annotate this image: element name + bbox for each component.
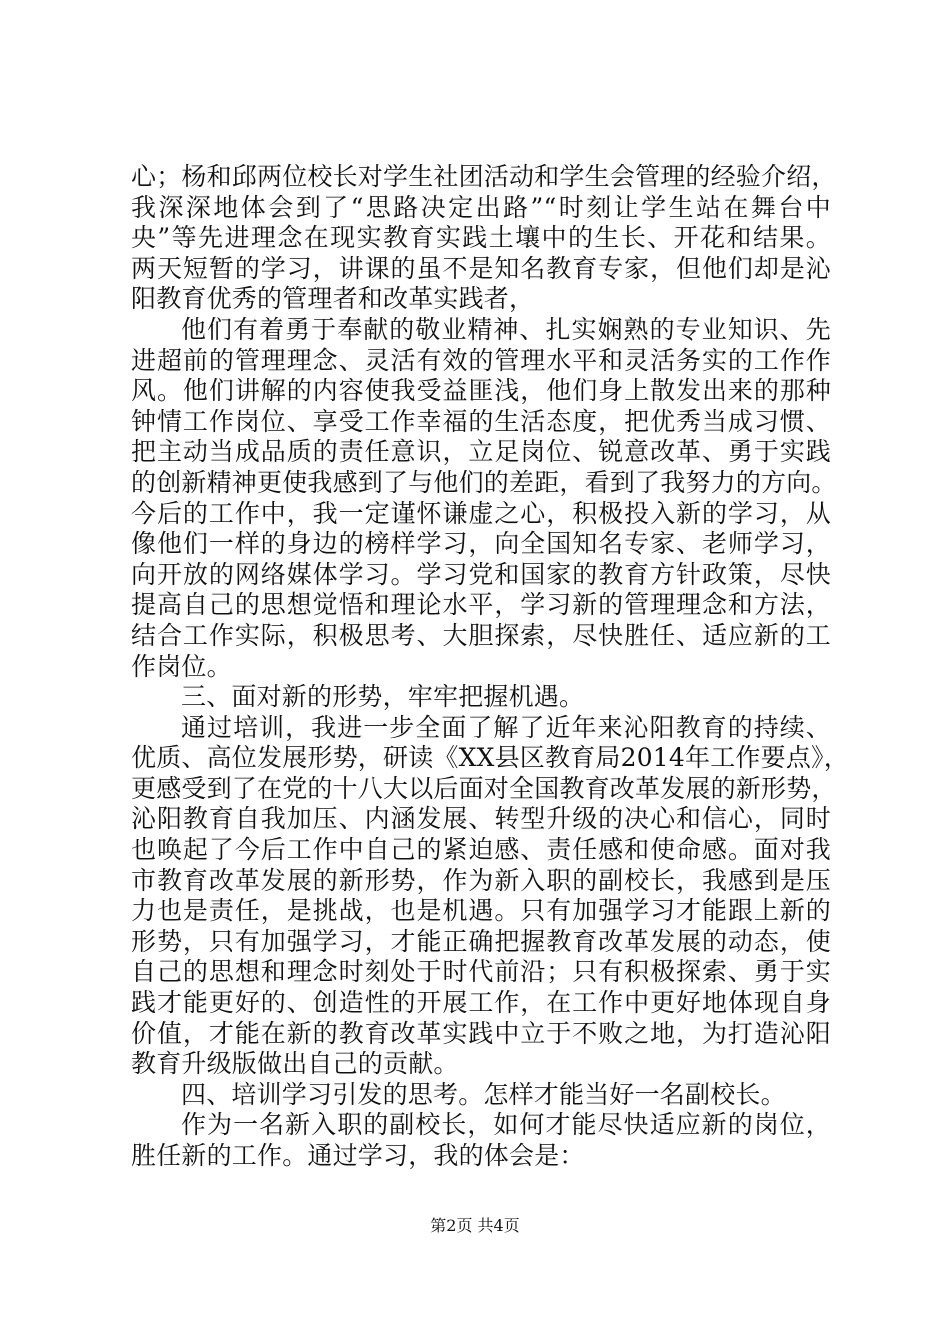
text-line: 他们有着勇于奉献的敬业精神、扎实娴熟的专业知识、先 bbox=[181, 314, 831, 344]
document-body bbox=[131, 162, 849, 1172]
page-footer: 第2页 共4页 bbox=[430, 1216, 520, 1235]
text-line: 沁阳教育自我加压、内涵发展、转型升级的决心和信心，同时 bbox=[131, 804, 831, 834]
text-line: 形势，只有加强学习，才能正确把握教育改革发展的动态，使 bbox=[131, 926, 831, 956]
text-line: 风。他们讲解的内容使我受益匪浅，他们身上散发出来的那种 bbox=[131, 376, 831, 406]
text-line: 钟情工作岗位、享受工作幸福的生活态度，把优秀当成习惯、 bbox=[131, 406, 831, 436]
text-line: 阳教育优秀的管理者和改革实践者， bbox=[131, 284, 535, 314]
text-line: 四、培训学习引发的思考。怎样才能当好一名副校长。 bbox=[181, 1079, 786, 1109]
text-line: 像他们一样的身边的榜样学习，向全国知名专家、老师学习， bbox=[131, 529, 831, 559]
text-line: 通过培训，我进一步全面了解了近年来沁阳教育的持续、 bbox=[181, 712, 831, 742]
text-line: 我深深地体会到了“思路决定出路”“时刻让学生站在舞台中 bbox=[131, 192, 831, 222]
text-line: 今后的工作中，我一定谨怀谦虚之心，积极投入新的学习，从 bbox=[131, 498, 831, 528]
text-line: 作为一名新入职的副校长，如何才能尽快适应新的岗位， bbox=[181, 1110, 831, 1140]
text-line: 更感受到了在党的十八大以后面对全国教育改革发展的新形势， bbox=[131, 773, 837, 803]
text-line: 价值，才能在新的教育改革实践中立于不败之地，为打造沁阳 bbox=[131, 1018, 831, 1048]
text-line: 也唤起了今后工作中自己的紧迫感、责任感和使命感。面对我 bbox=[131, 835, 831, 865]
text-line: 进超前的管理理念、灵活有效的管理水平和灵活务实的工作作 bbox=[131, 345, 831, 375]
text-line: 市教育改革发展的新形势，作为新入职的副校长，我感到是压 bbox=[131, 865, 831, 895]
text-line: 教育升级版做出自己的贡献。 bbox=[131, 1049, 459, 1079]
text-line: 作岗位。 bbox=[131, 651, 232, 681]
text-line: 两天短暂的学习，讲课的虽不是知名教育专家，但他们却是沁 bbox=[131, 253, 831, 283]
text-line: 结合工作实际，积极思考、大胆探索，尽快胜任、适应新的工 bbox=[131, 620, 831, 650]
text-line: 力也是责任，是挑战，也是机遇。只有加强学习才能跟上新的 bbox=[131, 896, 831, 926]
text-line: 向开放的网络媒体学习。学习党和国家的教育方针政策，尽快 bbox=[131, 559, 831, 589]
text-line: 的创新精神更使我感到了与他们的差距，看到了我努力的方向。 bbox=[131, 467, 837, 497]
text-line: 心；杨和邱两位校长对学生社团活动和学生会管理的经验介绍， bbox=[131, 162, 837, 191]
text-line: 践才能更好的、创造性的开展工作，在工作中更好地体现自身 bbox=[131, 988, 831, 1018]
text-line: 三、面对新的形势，牢牢把握机遇。 bbox=[181, 682, 585, 712]
text-line: 把主动当成品质的责任意识，立足岗位、锐意改革、勇于实践 bbox=[131, 437, 831, 467]
text-line: 央”等先进理念在现实教育实践土壤中的生长、开花和结果。 bbox=[131, 223, 831, 253]
text-line: 提高自己的思想觉悟和理论水平，学习新的管理理念和方法， bbox=[131, 590, 831, 620]
text-line: 自己的思想和理念时刻处于时代前沿；只有积极探索、勇于实 bbox=[131, 957, 831, 987]
text-line: 胜任新的工作。通过学习，我的体会是： bbox=[131, 1141, 585, 1170]
text-line: 优质、高位发展形势，研读《XX县区教育局2014年工作要点》， bbox=[131, 743, 849, 773]
